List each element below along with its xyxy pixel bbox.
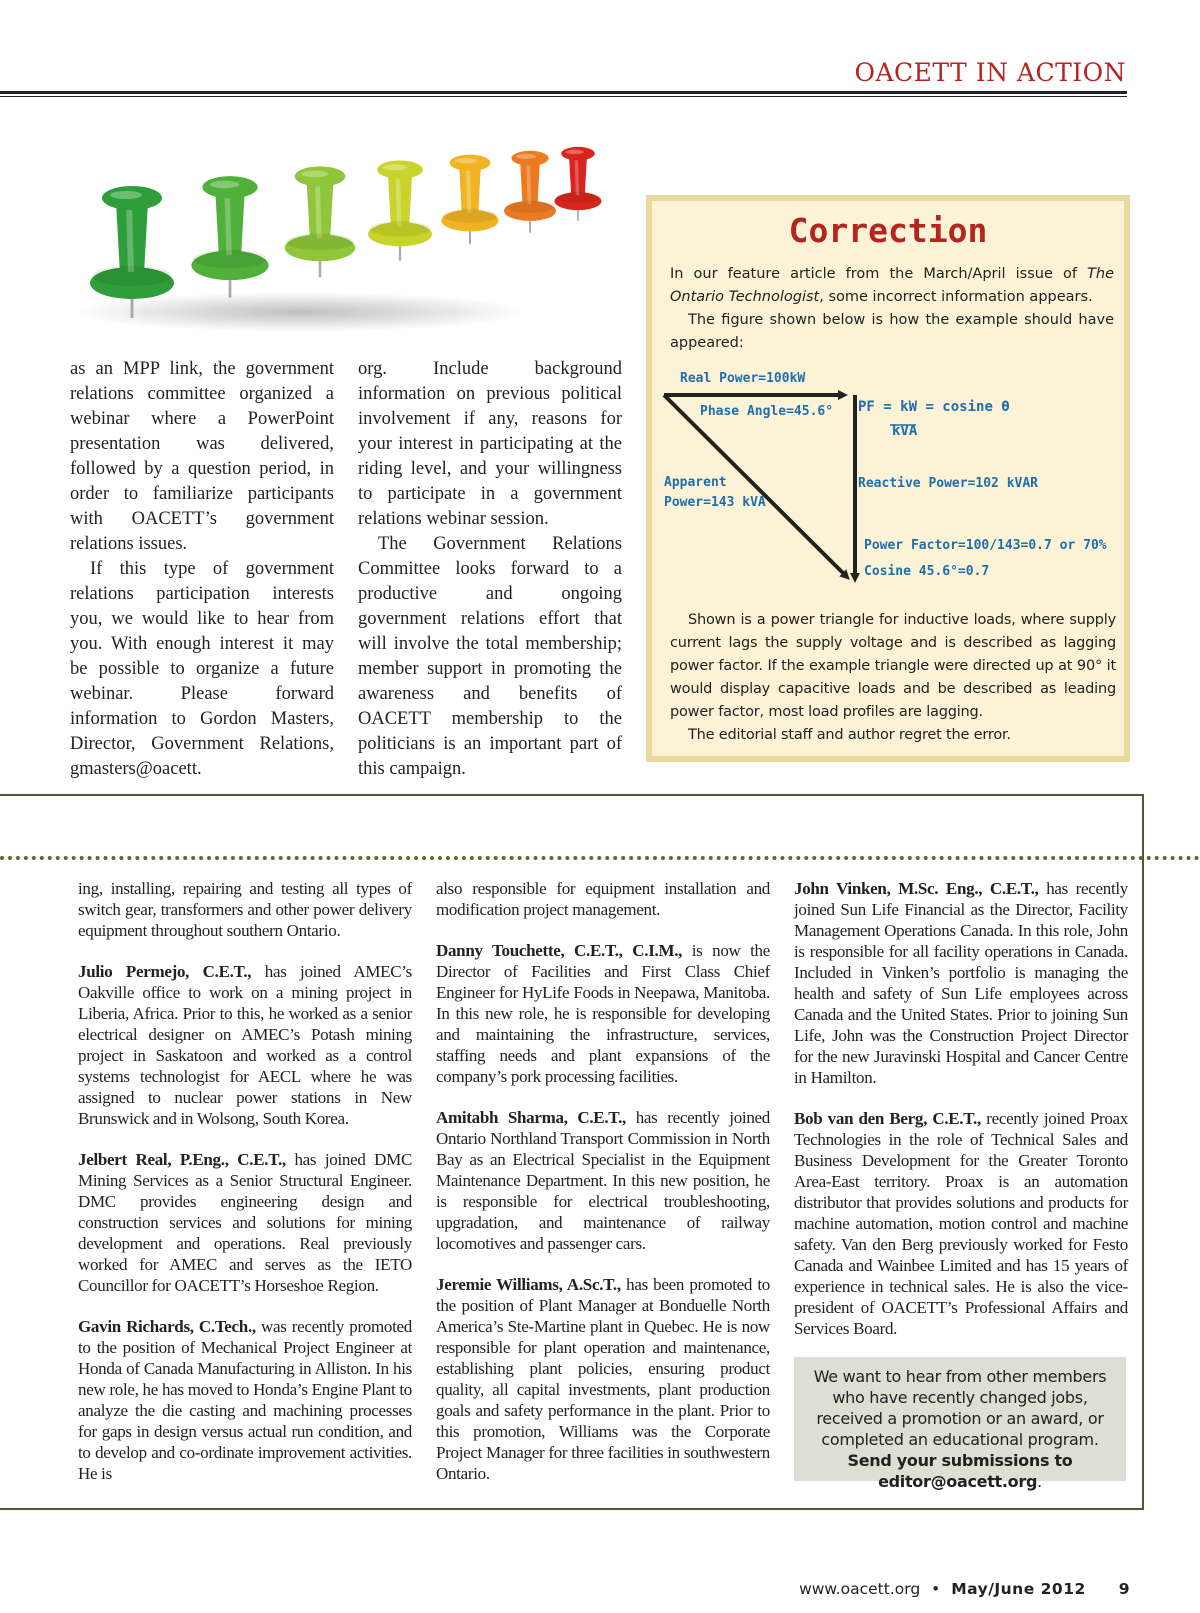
pf-denominator: kVA: [892, 423, 918, 439]
member-entry-text: ing, installing, repairing and testing all types of switch gear, transformers and other power delivery equipment throughout southern Ontario.: [78, 879, 412, 940]
section-frame-right: [1142, 794, 1144, 1510]
member-entry-text: has been promoted to the position of Plant Manager at Bonduelle North America’s Ste-Martine plant in Quebec. He is now responsible for plant operation and maintenance, establishing plant policies, ensuring product quality, all capital investments, plant production goals and safety performance in the plant. Prior to this promotion, Williams was the Corporate Project Manager for three facilities in southwestern Ontario.: [436, 1275, 770, 1483]
pushpin-icon: [554, 147, 601, 221]
article-paragraph: as an MPP link, the government relations committee organized a webinar where a PowerPoint presentation was delivered, followed by a question period, in order to familiarize participants with OACETT’s government relations issues.: [70, 359, 334, 554]
section-frame-bottom: [0, 1508, 1144, 1510]
publication-title: The Ontario Technologist: [670, 266, 1114, 305]
members-column-2: [436, 878, 770, 1504]
pushpin-icon: [368, 160, 432, 260]
member-entry-text: has recently joined Sun Life Financial as the Director, Facility Management Operations Canada. In this role, John is responsible for all facility operations in Canada. Included in Vinken’s portfolio is managing the health and safety of Sun Life employees across Canada and the United States. Prior to joining Sun Life, John was the Construction Project Director for the new Juravinski Hospital and Cancer Centre in Hamilton.: [794, 879, 1128, 1087]
member-name: John Vinken, M.Sc. Eng., C.E.T.,: [794, 879, 1039, 898]
article-column-1: [70, 357, 334, 782]
article-column-2: [358, 357, 622, 782]
correction-intro: [670, 263, 1114, 355]
footer-url: www.oacett.org: [799, 1580, 921, 1598]
member-name: Julio Permejo, C.E.T.,: [78, 962, 252, 981]
apology-paragraph: The editorial staff and author regret the error.: [688, 727, 1011, 743]
header-rule: [0, 91, 1127, 94]
header-rule-thin: [0, 96, 1127, 97]
article-paragraph: The Government Relations Committee looks forward to a productive and ongoing government relations effort that will involve the total membership; member support in promoting the awareness and benefits of OACETT membership to the politicians is an important part of this campaign.: [358, 534, 622, 779]
member-entry-text: has joined DMC Mining Services as a Senior Structural Engineer. DMC provides engineering design and construction services and solutions for mining development and operations. Real previously worked for AMEC and serves as the IETO Councillor for OACETT’s Horseshoe Region.: [78, 1150, 412, 1295]
member-name: Danny Touchette, C.E.T., C.I.M.,: [436, 941, 683, 960]
member-entry: [78, 961, 412, 1129]
members-column-3: [794, 878, 1128, 1359]
apparent-power-label-2: Power=143 kVA: [664, 495, 766, 510]
dotted-divider: [0, 856, 1200, 860]
intro-text: , some incorrect information appears.: [819, 289, 1093, 305]
real-power-label: Real Power=100kW: [680, 371, 806, 386]
member-entry: [436, 1274, 770, 1484]
member-entry: [436, 1107, 770, 1254]
member-entry-text: has joined AMEC’s Oakville office to work on a mining project in Liberia, Africa. Prior to this, he worked as a senior electrical designer on AMEC’s Potash mining project in Saskatoon and worked as a control systems technologist for AECL where he was assigned to nuclear power stations in New Brunswick and in Wolsong, South Korea.: [78, 962, 412, 1128]
member-name: Bob van den Berg, C.E.T.,: [794, 1109, 981, 1128]
footer-issue: May/June 2012: [951, 1580, 1086, 1598]
power-factor-label: Power Factor=100/143=0.7 or 70%: [864, 538, 1107, 553]
member-entry-text: also responsible for equipment installation and modification project management.: [436, 879, 770, 919]
page-number: 9: [1118, 1580, 1130, 1598]
pf-formula: [858, 399, 1010, 415]
member-entry: [794, 1108, 1128, 1339]
member-entry-text: is now the Director of Facilities and First Class Chief Engineer for HyLife Foods in Neepawa, Manitoba. In this new role, he is responsible for developing and maintaining the infrastructure, services, staffing needs and plant expansions of the company’s pork processing facilities.: [436, 941, 770, 1086]
pf-equals: = cosine ϴ: [917, 399, 1010, 415]
member-entry: [78, 1149, 412, 1296]
callout-email-cta: Send your submissions to editor@oacett.org: [847, 1451, 1073, 1491]
pf-numerator: kW: [900, 399, 918, 415]
correction-explanation: [670, 609, 1116, 747]
page-footer: [799, 1580, 1130, 1598]
explanation-paragraph: Shown is a power triangle for inductive loads, where supply current lags the supply voltage and is described as lagging power factor. If the example triangle were directed up at 90° it would display capacitive loads and be described as leading power factor, most load profiles are lagging.: [670, 612, 1116, 720]
member-entry: [794, 878, 1128, 1088]
member-name: Gavin Richards, C.Tech.,: [78, 1317, 256, 1336]
cosine-label: Cosine 45.6°=0.7: [864, 564, 990, 579]
pushpins-illustration: [70, 140, 630, 340]
member-entry: [436, 940, 770, 1087]
callout-text: We want to hear from other members who have recently changed jobs, received a promotion or an award, or completed an educational program.: [813, 1367, 1107, 1449]
member-entry: [78, 1316, 412, 1484]
intro-paragraph: The figure shown below is how the example should have appeared:: [670, 312, 1114, 351]
pushpin-icon: [504, 151, 556, 233]
correction-title: Correction: [788, 211, 988, 250]
phase-angle-label: Phase Angle=45.6°: [700, 404, 834, 419]
member-name: Jelbert Real, P.Eng., C.E.T.,: [78, 1150, 286, 1169]
pushpin-icon: [285, 166, 356, 277]
section-title: OACETT IN ACTION: [854, 58, 1126, 87]
callout-end: .: [1037, 1472, 1042, 1491]
pushpin-icon: [441, 155, 498, 245]
member-entry: [78, 878, 412, 941]
member-entry-text: was recently promoted to the position of Mechanical Project Engineer at Honda of Canada Manufacturing in Alliston. In his new role, he has moved to Honda’s Engine Plant to analyze the die casting and machining processes for gaps in design versus actual run condition, and to develop and co-ordinate improvement activities. He is: [78, 1317, 412, 1483]
reactive-power-label: Reactive Power=102 kVAR: [858, 476, 1039, 491]
submissions-callout: [794, 1357, 1126, 1491]
section-frame-top: [0, 794, 1144, 796]
pushpin-icon: [191, 176, 268, 297]
member-entry-text: has recently joined Ontario Northland Transport Commission in North Bay as an Electrical Specialist in the Equipment Maintenance Department. In this new position, he is responsible for electrical troubleshooting, upgradation, and maintenance of railway locomotives and passenger cars.: [436, 1108, 771, 1253]
member-entry: [436, 878, 770, 920]
apparent-power-label-1: Apparent: [664, 475, 727, 490]
member-name: Jeremie Williams, A.Sc.T.,: [436, 1275, 621, 1294]
member-entry-text: recently joined Proax Technologies in the role of Technical Sales and Business Development for the Greater Toronto Area-East territory. Proax is an automation distributor that provides solutions and products for machine automation, motion control and machine safety. Van den Berg previously worked for Festo Canada and Wainbee Limited and has 15 years of experience in technical sales. He is also the vice-president of OACETT’s Professional Affairs and Services Board.: [794, 1109, 1129, 1338]
article-paragraph: org. Include background information on previous political involvement if any, reasons for your interest in participating at the riding level, and your willingness to participate in a government relations webinar session.: [358, 359, 622, 529]
member-name: Amitabh Sharma, C.E.T.,: [436, 1108, 626, 1127]
correction-box: [646, 195, 1130, 762]
members-column-1: [78, 878, 412, 1504]
footer-bullet: •: [931, 1580, 941, 1598]
intro-text: In our feature article from the March/April issue of: [670, 266, 1088, 282]
article-paragraph: If this type of government relations participation interests you, we would like to hear from you. With enough interest it may be possible to organize a future webinar. Please forward information to Gordon Masters, Director, Government Relations, gmasters@oacett.: [70, 559, 334, 779]
pf-prefix: PF =: [858, 399, 901, 415]
